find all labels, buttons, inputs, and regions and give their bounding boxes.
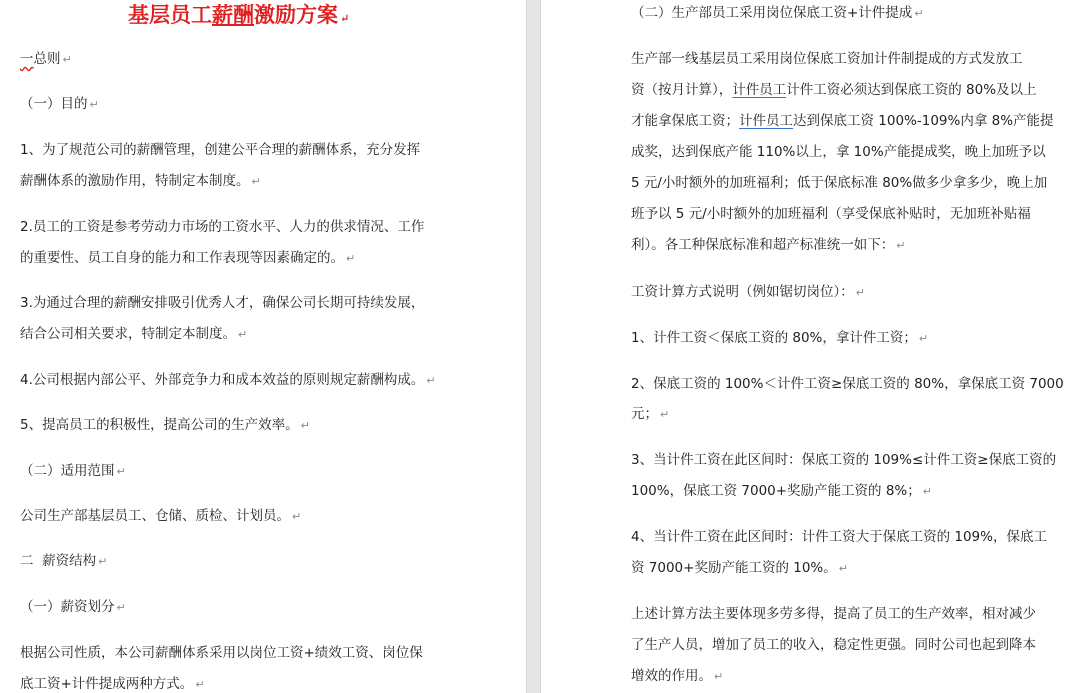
- production-text-line-2[interactable]: 资（按月计算），计件员工计件工资必须达到保底工资的 80%及以上: [631, 82, 1037, 98]
- summary-line-2[interactable]: 了生产人员，增加了员工的收入，稳定性更强。同时公司也起到降本: [631, 637, 1036, 653]
- document-page-right: [540, 0, 1080, 693]
- purpose-item-1-line-1[interactable]: 1、为了规范公司的薪酬管理，创建公平合理的薪酬体系，充分发挥: [20, 142, 421, 158]
- subsection-purpose-heading[interactable]: （一）目的 ↵: [20, 96, 99, 112]
- calc-rule-2-line-1[interactable]: 2、保底工资的 100%＜计件工资≥保底工资的 80%，拿保底工资 7000: [631, 376, 1064, 392]
- subsection-scope-heading[interactable]: （二）适用范围 ↵: [20, 463, 126, 479]
- calc-rule-2-line-2[interactable]: 元； ↵: [631, 406, 670, 422]
- production-text-line-6[interactable]: 班予以 5 元/小时额外的加班福利（享受保底补贴时，无加班补贴福: [631, 206, 1031, 222]
- summary-line-3[interactable]: 增效的作用。 ↵: [631, 668, 724, 684]
- calc-rule-4-line-1[interactable]: 4、当计件工资在此区间时：计件工资大于保底工资的 109%，保底工: [631, 529, 1047, 545]
- purpose-item-3-line-2[interactable]: 结合公司相关要求，特制定本制度。 ↵: [20, 326, 248, 342]
- calc-rule-3-line-1[interactable]: 3、当计件工资在此区间时：保底工资的 109%≤计件工资≥保底工资的: [631, 452, 1057, 468]
- page-gutter: [527, 0, 540, 693]
- production-text-line-5[interactable]: 5 元/小时额外的加班福利；低于保底标准 80%做多少拿多少，晚上加: [631, 175, 1048, 191]
- division-text-line-1[interactable]: 根据公司性质，本公司薪酬体系采用以岗位工资+绩效工资、岗位保: [20, 645, 423, 661]
- calc-method-heading[interactable]: 工资计算方式说明（例如锯切岗位）： ↵: [631, 284, 865, 300]
- section-structure-heading[interactable]: 二 薪资结构 ↵: [20, 553, 108, 569]
- document-page-left: [0, 0, 527, 693]
- calc-rule-3-line-2[interactable]: 100%，保底工资 7000+奖励产能工资的 8%； ↵: [631, 483, 932, 499]
- purpose-item-1-line-2[interactable]: 薪酬体系的激励作用，特制定本制度。 ↵: [20, 173, 261, 189]
- production-text-line-1[interactable]: 生产部一线基层员工采用岗位保底工资加计件制提成的方式发放工: [631, 51, 1023, 67]
- piece-worker-term[interactable]: 计件员工: [739, 113, 793, 129]
- document-title[interactable]: 基层员工薪酬激励方案 ↵: [128, 2, 350, 27]
- purpose-item-2-line-1[interactable]: 2.员工的工资是参考劳动力市场的工资水平、人力的供求情况、工作: [20, 219, 425, 235]
- scope-text[interactable]: 公司生产部基层员工、仓储、质检、计划员。 ↵: [20, 508, 302, 524]
- production-heading[interactable]: （二）生产部员工采用岗位保底工资+计件提成 ↵: [631, 5, 924, 21]
- production-text-line-4[interactable]: 成奖，达到保底产能 110%以上，拿 10%产能提成奖，晚上加班予以: [631, 144, 1046, 160]
- division-text-line-2[interactable]: 底工资+计件提成两种方式。 ↵: [20, 676, 205, 692]
- purpose-item-5[interactable]: 5、提高员工的积极性，提高公司的生产效率。 ↵: [20, 417, 310, 433]
- purpose-item-4[interactable]: 4.公司根据内部公平、外部竞争力和成本效益的原则规定薪酬构成。 ↵: [20, 372, 436, 388]
- calc-rule-1[interactable]: 1、计件工资＜保底工资的 80%，拿计件工资； ↵: [631, 330, 929, 346]
- section-general-heading[interactable]: 一总则 ↵: [20, 51, 72, 67]
- production-text-line-3[interactable]: 才能拿保底工资；计件员工达到保底工资 100%-109%内拿 8%产能提: [631, 113, 1054, 129]
- subsection-division-heading[interactable]: （一）薪资划分 ↵: [20, 599, 126, 615]
- calc-rule-4-line-2[interactable]: 资 7000+奖励产能工资的 10%。 ↵: [631, 560, 848, 576]
- summary-line-1[interactable]: 上述计算方法主要体现多劳多得，提高了员工的生产效率，相对减少: [631, 606, 1036, 622]
- purpose-item-3-line-1[interactable]: 3.为通过合理的薪酬安排吸引优秀人才，确保公司长期可持续发展，: [20, 295, 425, 311]
- piece-worker-term[interactable]: 计件员工: [732, 82, 787, 98]
- purpose-item-2-line-2[interactable]: 的重要性、员工自身的能力和工作表现等因素确定的。 ↵: [20, 250, 356, 266]
- production-text-line-7[interactable]: 利）。各工种保底标准和超产标准统一如下： ↵: [631, 237, 906, 253]
